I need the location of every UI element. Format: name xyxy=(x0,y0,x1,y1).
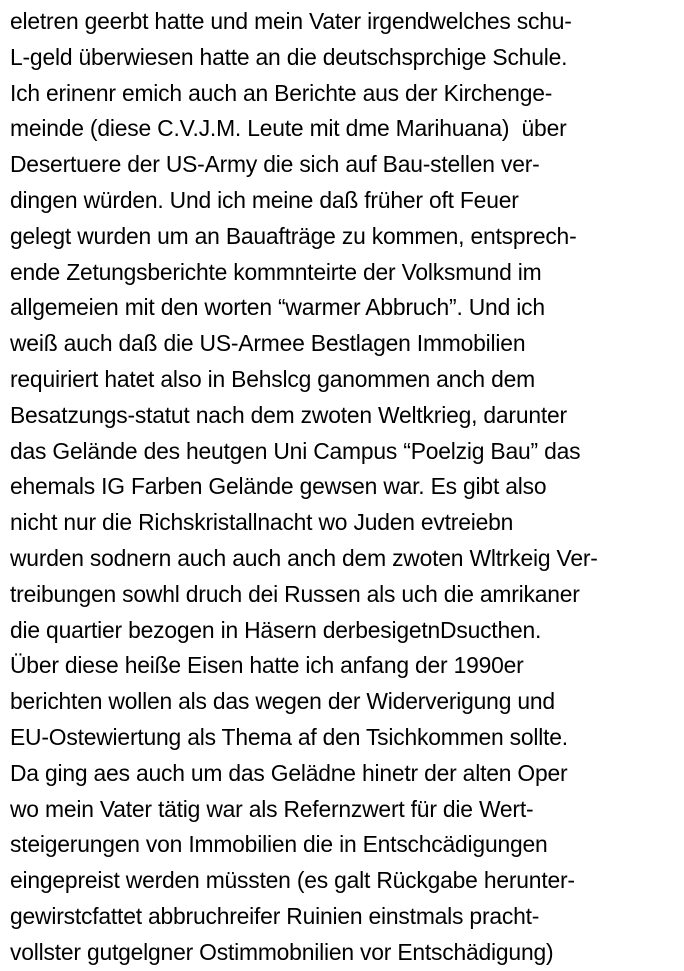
text-line: das Gelände des heutgen Uni Campus “Poelzig Bau” das xyxy=(10,437,581,464)
text-line: wurden sodnern auch auch anch dem zwoten Wltrkeig Ver- xyxy=(10,544,598,571)
text-line: nicht nur die Richskristallnacht wo Juden evtreiebn xyxy=(10,509,514,536)
text-line: Über diese heiße Eisen hatte ich anfang der 1990er xyxy=(10,652,524,679)
text-line: L-geld überwiesen hatte an die deutschsprchige Schule. xyxy=(10,43,568,70)
text-line: gelegt wurden um an Bauafträge zu kommen, entsprech- xyxy=(10,222,577,249)
text-line: die quartier bezogen in Häsern derbesigetnDsucthen. xyxy=(10,616,542,643)
text-line: eletren geerbt hatte und mein Vater irgendwelches schu- xyxy=(10,8,572,34)
text-line: ehemals IG Farben Gelände gewsen war. Es gibt also xyxy=(10,473,547,500)
text-line: dingen würden. Und ich meine daß früher oft Feuer xyxy=(10,186,519,213)
text-line: Da ging aes auch um das Gelädne hinetr der alten Oper xyxy=(10,759,568,786)
text-line: eingepreist werden müssten (es galt Rückgabe herunter- xyxy=(10,867,575,894)
text-line: Desertuere der US-Army die sich auf Bau-stellen ver- xyxy=(10,151,540,178)
text-line: weiß auch daß die US-Armee Bestlagen Immobilien xyxy=(10,330,526,357)
text-line: wo mein Vater tätig war als Refernzwert für die Wert- xyxy=(10,795,534,822)
text-line: vollster gutgelgner Ostimmobnilien vor Entschädigung) xyxy=(10,938,554,965)
text-line: berichten wollen als das wegen der Widerverigung und xyxy=(10,688,555,715)
text-line: meinde (diese C.V.J.M. Leute mit dme Marihuana) über xyxy=(10,115,567,142)
text-line: gewirstcfattet abbruchreifer Ruinien einstmals pracht- xyxy=(10,902,540,929)
text-line: treibungen sowhl druch dei Russen als uch die amrikaner xyxy=(10,580,580,607)
text-line: Besatzungs-statut nach dem zwoten Weltkrieg, darunter xyxy=(10,401,567,428)
text-line: Ich erinenr emich auch an Berichte aus der Kirchenge- xyxy=(10,79,553,106)
text-line: ende Zetungsberichte kommnteirte der Volksmund im xyxy=(10,258,542,285)
body-text xyxy=(10,4,684,971)
text-line: steigerungen von Immobilien die in Entschcädigungen xyxy=(10,831,548,858)
text-line: allgemeien mit den worten “warmer Abbruch”. Und ich xyxy=(10,294,545,321)
text-line: EU-Ostewiertung als Thema af den Tsichkommen sollte. xyxy=(10,723,568,750)
text-line: requiriert hatet also in Behslcg ganommen anch dem xyxy=(10,365,535,392)
